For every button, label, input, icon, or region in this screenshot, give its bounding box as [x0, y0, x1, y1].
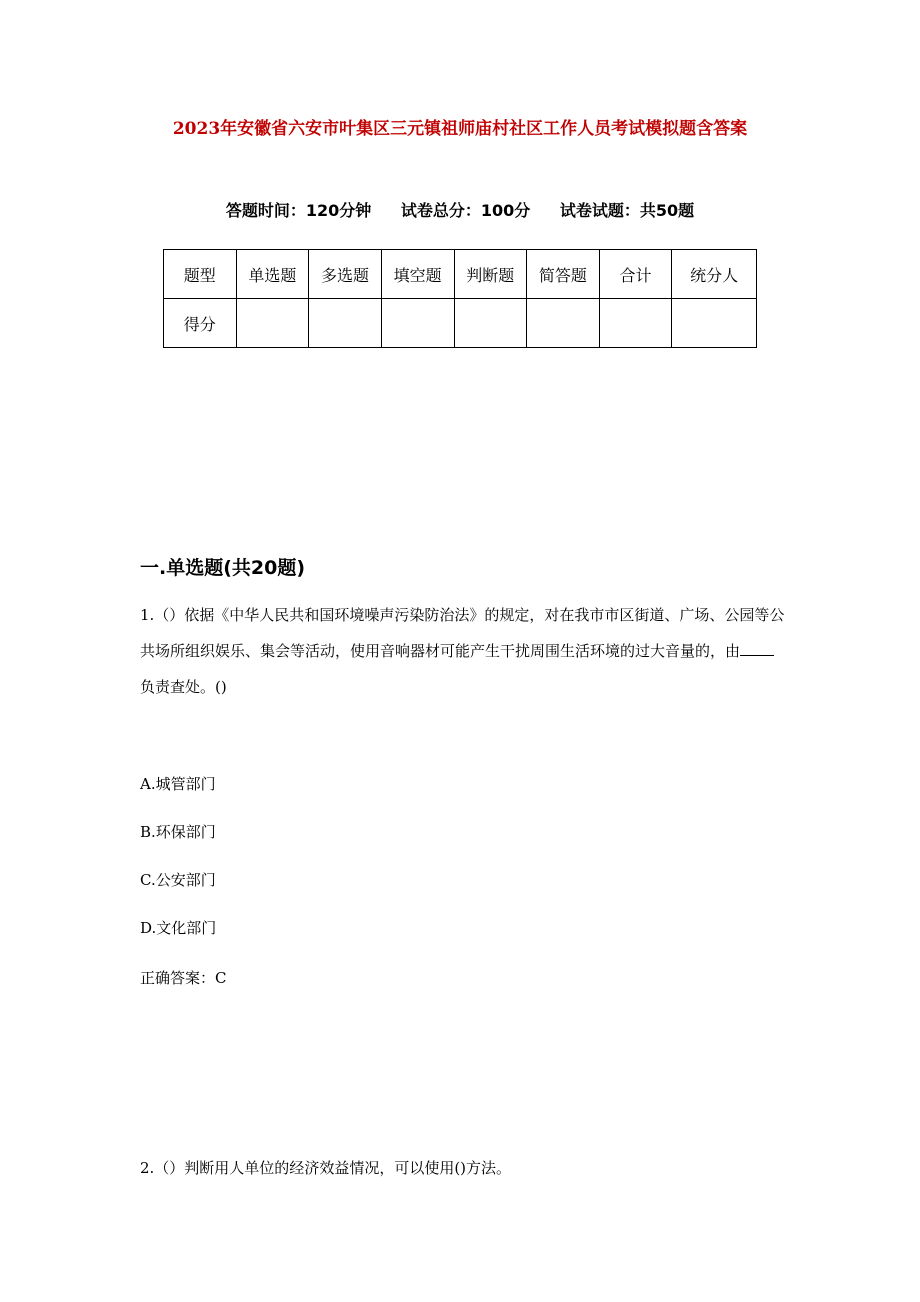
question-1-text: 1.（）依据《中华人民共和国环境噪声污染防治法》的规定，对在我市市区街道、广场、公园等公共场所组织娱乐、集会等活动，使用音响器材可能产生干扰周围生活环境的过大音量的，由: [140, 606, 785, 660]
correct-answer: 正确答案：C: [140, 969, 227, 987]
score-row-label: 得分: [164, 299, 237, 348]
exam-info: [0, 198, 920, 221]
question-2: [140, 1150, 790, 1186]
option-d: D.文化部门: [140, 919, 217, 937]
option-b: B.环保部门: [140, 823, 216, 841]
question-2-text: 2.（）判断用人单位的经济效益情况，可以使用()方法。: [140, 1159, 512, 1177]
score-cell: [599, 299, 672, 348]
question-1-text-end: 负责查处。(): [140, 678, 227, 696]
exam-total-questions: 试卷试题：共50题: [559, 201, 695, 220]
section-heading: 一.单选题(共20题): [140, 557, 306, 579]
score-cell: [672, 299, 757, 348]
header-cell-multiple-choice: 多选题: [309, 250, 382, 299]
document-title: 2023年安徽省六安市叶集区三元镇祖师庙村社区工作人员考试模拟题含答案: [172, 119, 748, 139]
score-cell: [309, 299, 382, 348]
header-cell-total: 合计: [599, 250, 672, 299]
score-cell: [527, 299, 600, 348]
header-cell-type: 题型: [164, 250, 237, 299]
question-1: [140, 597, 790, 705]
score-cell: [236, 299, 309, 348]
exam-total-score: 试卷总分：100分: [400, 201, 531, 220]
answer-blank: [740, 641, 774, 656]
header-cell-single-choice: 单选题: [236, 250, 309, 299]
exam-time: 答题时间：120分钟: [225, 201, 372, 220]
score-cell: [454, 299, 527, 348]
option-a: A.城管部门: [140, 775, 216, 793]
header-cell-true-false: 判断题: [454, 250, 527, 299]
score-table-header-row: [164, 250, 757, 299]
score-table: [163, 249, 757, 348]
score-cell: [381, 299, 454, 348]
option-c: C.公安部门: [140, 871, 216, 889]
header-cell-fill-blank: 填空题: [381, 250, 454, 299]
header-cell-short-answer: 简答题: [527, 250, 600, 299]
header-cell-scorer: 统分人: [672, 250, 757, 299]
score-table-score-row: [164, 299, 757, 348]
